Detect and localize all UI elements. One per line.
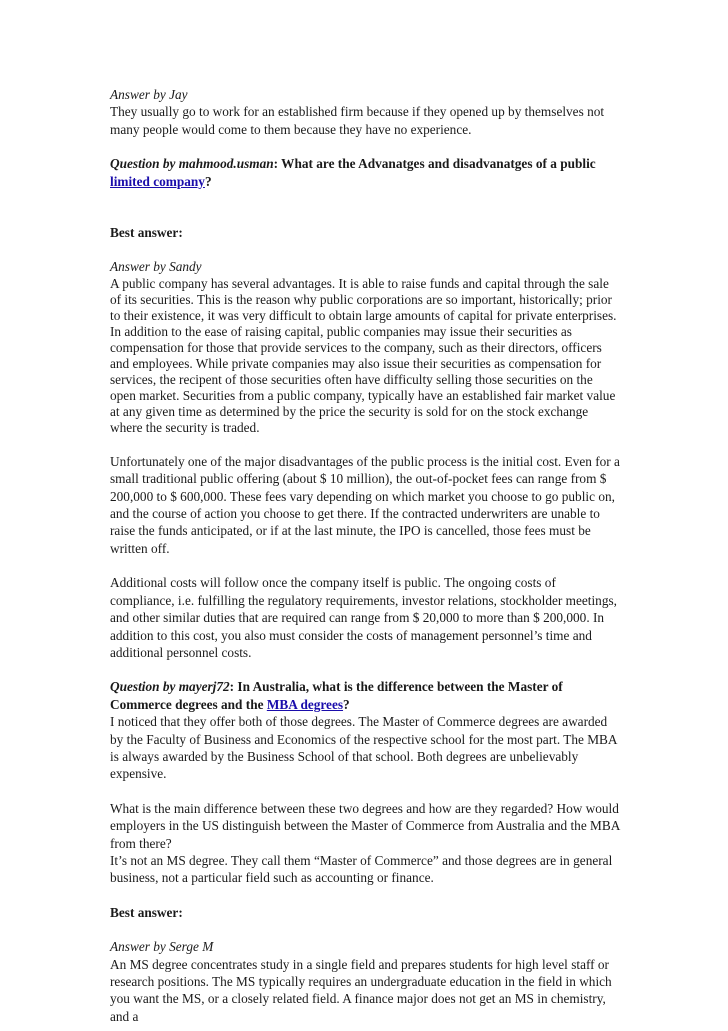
answer-text-serge-p1: An MS degree concentrates study in a single field and prepares students for high level staff or research positions. The MS typically requires an undergraduate education in the field in which you want the MS, or a closely related field. A finance major does not get an MS in chemistry, and a bbox=[110, 956, 612, 1024]
answer-label-jay: Answer by Jay bbox=[110, 87, 188, 102]
question-asker-mayerj72: Question by mayerj72 bbox=[110, 679, 230, 695]
answer-text-sandy-p3: Additional costs will follow once the company itself is public. The ongoing costs of compliance, i.e. fulfilling the regulatory requirements, investor relations, stockholder meetings, and other similar duties that are required can range from $ 20,000 to more than $ 200,000. In addition to this cost, you also must consider the costs of management personnel’s time and additional personnel costs. bbox=[110, 575, 617, 660]
best-answer-heading-1: Best answer: bbox=[110, 225, 183, 241]
question-body-mayerj72-p3: It’s not an MS degree. They call them “Master of Commerce” and those degrees are in general business, not a particular field such as accounting or finance. bbox=[110, 852, 613, 886]
answer-text-jay: They usually go to work for an established firm because if they opened up by themselves not many people would come to them because they have no experience. bbox=[110, 104, 605, 137]
question-text-mahmood: : What are the Advanatges and disadvanatges of a public bbox=[273, 156, 596, 172]
document-page bbox=[110, 86, 620, 1025]
question-text-mayerj72: : In Australia, what is the difference between the Master of Commerce degrees and the bbox=[110, 679, 563, 712]
question-mayerj72 bbox=[110, 678, 620, 713]
question-end-mahmood: ? bbox=[204, 173, 212, 189]
mba-degrees-link[interactable]: MBA degrees bbox=[266, 696, 344, 712]
answer-text-sandy-p2: Unfortunately one of the major disadvantages of the public process is the initial cost. Even for a small traditional public offering (about $ 10 million), the out-of-pocket fees can range from $ 200,000 to $ 600,000. These fees vary depending on which market you choose to go public on, and the course of action you choose to get there. If the contracted underwriters are unable to raise the funds anticipated, or if at the last minute, the IPO is cancelled, those fees must be written off. bbox=[110, 453, 620, 556]
question-body-mayerj72-p2: What is the main difference between these two degrees and how are they regarded? How would employers in the US distinguish between the Master of Commerce from Australia and the MBA from there? bbox=[110, 800, 620, 851]
question-mahmood bbox=[110, 155, 620, 190]
question-end-mayerj72: ? bbox=[343, 696, 350, 712]
question-asker-mahmood: Question by mahmood.usman bbox=[110, 156, 274, 172]
question-body-mayerj72-p1: I noticed that they offer both of those degrees. The Master of Commerce degrees are awarded by the Faculty of Business and Economics of the respective school for the most part. The MBA is always awarded by the Business School of that school. Both degrees are unbelievably expensive. bbox=[110, 714, 617, 782]
answer-label-sandy: Answer by Sandy bbox=[110, 259, 202, 275]
limited-company-link[interactable]: limited company bbox=[110, 173, 205, 189]
answer-text-sandy-p1: A public company has several advantages. It is able to raise funds and capital through the sale of its securities. This is the reason why public corporations are so important, historically; prior to their existence, it was very difficult to obtain large amounts of capital for private enterprises. In addition to the ease of raising capital, public companies may issue their securities as compensation for those that provide services to the company, such as their directors, officers and employees. While private companies may also issue their securities as compensation for services, the recipent of those securities often have difficulty selling those securities on the open market. Securities from a public company, typically have an established fair market value at any given time as determined by the price the security is sold for on the stock exchange where the security is traded. bbox=[110, 275, 617, 435]
best-answer-heading-2: Best answer: bbox=[110, 904, 183, 920]
answer-label-serge: Answer by Serge M bbox=[110, 939, 214, 955]
